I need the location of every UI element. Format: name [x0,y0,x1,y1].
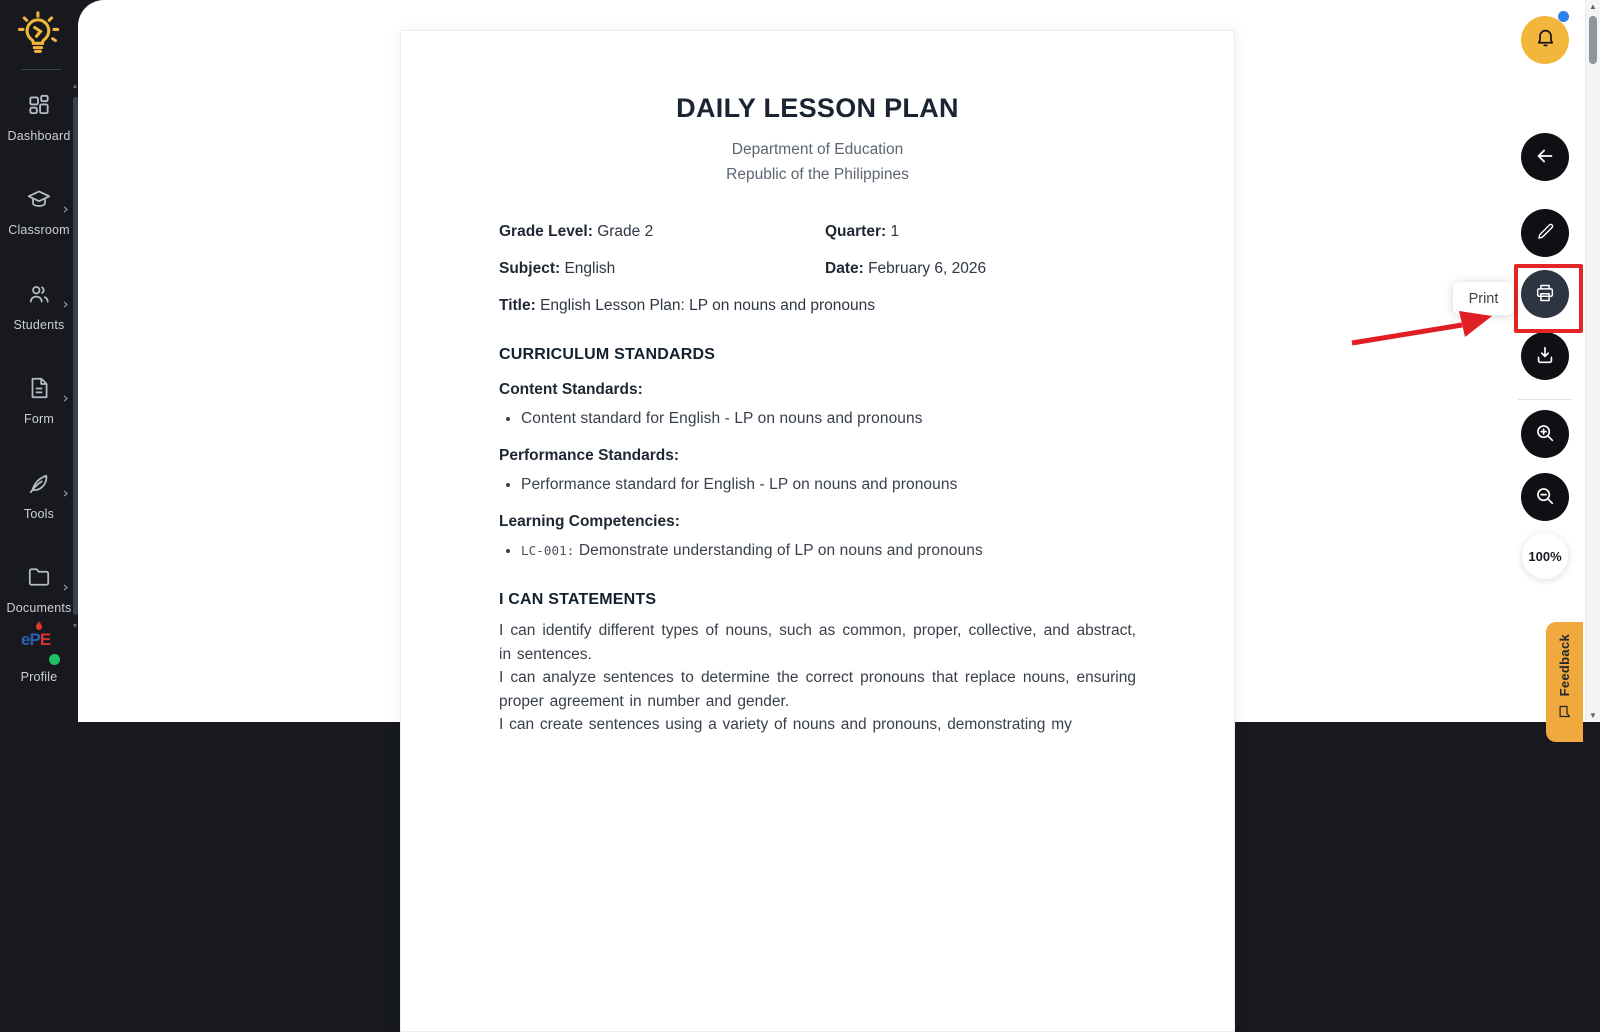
i-can-statement: I can create sentences using a variety of nouns and pronouns, demonstrating my [499,716,1072,733]
status-online-dot [49,654,60,665]
meta-date: Date: February 6, 2026 [825,260,987,277]
scroll-up-icon[interactable]: ▲ [1589,2,1597,11]
graduation-cap-icon [26,186,52,217]
meta-subject: Subject: English [499,260,616,277]
list-item: • Content standard for English - LP on nouns and pronouns [521,408,1136,430]
folder-icon [26,564,52,595]
zoom-in-button[interactable] [1521,410,1569,458]
sidebar [0,0,78,722]
sidebar-item-tools[interactable] [0,470,78,521]
i-can-statements-heading: I CAN STATEMENTS [499,591,657,608]
sidebar-item-label: Students [13,318,65,332]
scroll-up-icon[interactable]: ▲ [71,83,79,90]
sidebar-scrollbar[interactable] [71,84,79,636]
sidebar-divider [21,69,61,70]
meta-title: Title: English Lesson Plan: LP on nouns and pronouns [499,297,876,314]
sidebar-item-dashboard[interactable] [0,92,78,143]
i-can-statements [499,619,1136,737]
sidebar-item-students[interactable] [0,281,78,332]
zoom-out-button[interactable] [1521,473,1569,521]
pencil-icon [1535,221,1556,245]
app-logo[interactable] [0,6,78,67]
lesson-plan-page [400,30,1235,1032]
meta-quarter: Quarter: 1 [825,223,900,240]
sidebar-item-label: Documents [6,601,72,615]
sidebar-scrollbar-thumb[interactable] [73,97,78,615]
people-icon [26,281,52,312]
rail-divider [1518,399,1572,400]
speech-bubble-icon [1557,704,1572,724]
feedback-button[interactable] [1546,622,1583,742]
sidebar-item-label: Tools [23,507,55,521]
chevron-right-icon [61,485,70,503]
content-standards-list [499,408,1136,430]
meta-grade-level: Grade Level: Grade 2 [499,223,654,240]
edit-button[interactable] [1521,209,1569,257]
content-standards-heading: Content Standards: [499,381,643,398]
zoom-level-badge: 100% [1522,533,1568,579]
scroll-down-icon[interactable]: ▼ [1589,711,1597,720]
i-can-statement: I can analyze sentences to determine the correct pronouns that replace nouns, ensuring proper agreement in number and gender. [499,669,1136,710]
annotation-arrow [1342,303,1502,363]
i-can-statement: I can identify different types of nouns, such as common, proper, collective, and abstract, in sentences. [499,622,1136,663]
lightbulb-logo-icon [13,6,65,67]
back-button[interactable] [1521,133,1569,181]
page-scrollbar[interactable] [1585,0,1600,722]
competency-code: LC-001: [521,543,575,558]
arrow-left-icon [1534,145,1556,170]
zoom-in-icon [1534,422,1556,447]
feedback-label: Feedback [1557,634,1572,697]
learning-competencies-list [499,540,1136,562]
download-button[interactable] [1521,332,1569,380]
notification-badge-dot [1558,11,1569,22]
sidebar-item-profile[interactable] [0,630,78,684]
list-item: • LC-001: Demonstrate understanding of LP on nouns and pronouns [521,540,1136,562]
dashboard-grid-icon [26,92,52,123]
notifications-button[interactable] [1521,16,1569,64]
page-scrollbar-thumb[interactable] [1589,16,1597,64]
sidebar-item-label: Classroom [8,223,70,237]
print-tooltip: Print [1453,282,1514,315]
learning-competencies-heading: Learning Competencies: [499,513,680,530]
quill-icon [26,470,52,501]
sidebar-item-classroom[interactable] [0,186,78,237]
sidebar-item-label: Profile [20,670,58,684]
chevron-right-icon [61,579,70,597]
performance-standards-heading: Performance Standards: [499,447,680,464]
document-icon [26,375,52,406]
print-highlight-box [1514,264,1583,333]
document-meta [499,221,1136,317]
flame-icon [33,621,45,639]
document-subtitle: Department of Education Republic of the Philippines [726,141,909,183]
zoom-out-icon [1534,485,1556,510]
scroll-down-icon[interactable]: ▼ [71,623,79,630]
sidebar-item-label: Form [24,412,54,426]
sidebar-item-form[interactable] [0,375,78,426]
document-title: DAILY LESSON PLAN [676,93,959,123]
chevron-right-icon [61,296,70,314]
chevron-right-icon [61,390,70,408]
curriculum-standards-heading: CURRICULUM STANDARDS [499,346,716,363]
performance-standards-list [499,474,1136,496]
download-icon [1534,344,1556,369]
sidebar-item-label: Dashboard [7,129,71,143]
chevron-right-icon [61,201,70,219]
bell-icon [1534,27,1557,53]
sidebar-item-documents[interactable] [0,564,78,615]
profile-avatar: ePE [21,630,57,664]
list-item: • Performance standard for English - LP on nouns and pronouns [521,474,1136,496]
